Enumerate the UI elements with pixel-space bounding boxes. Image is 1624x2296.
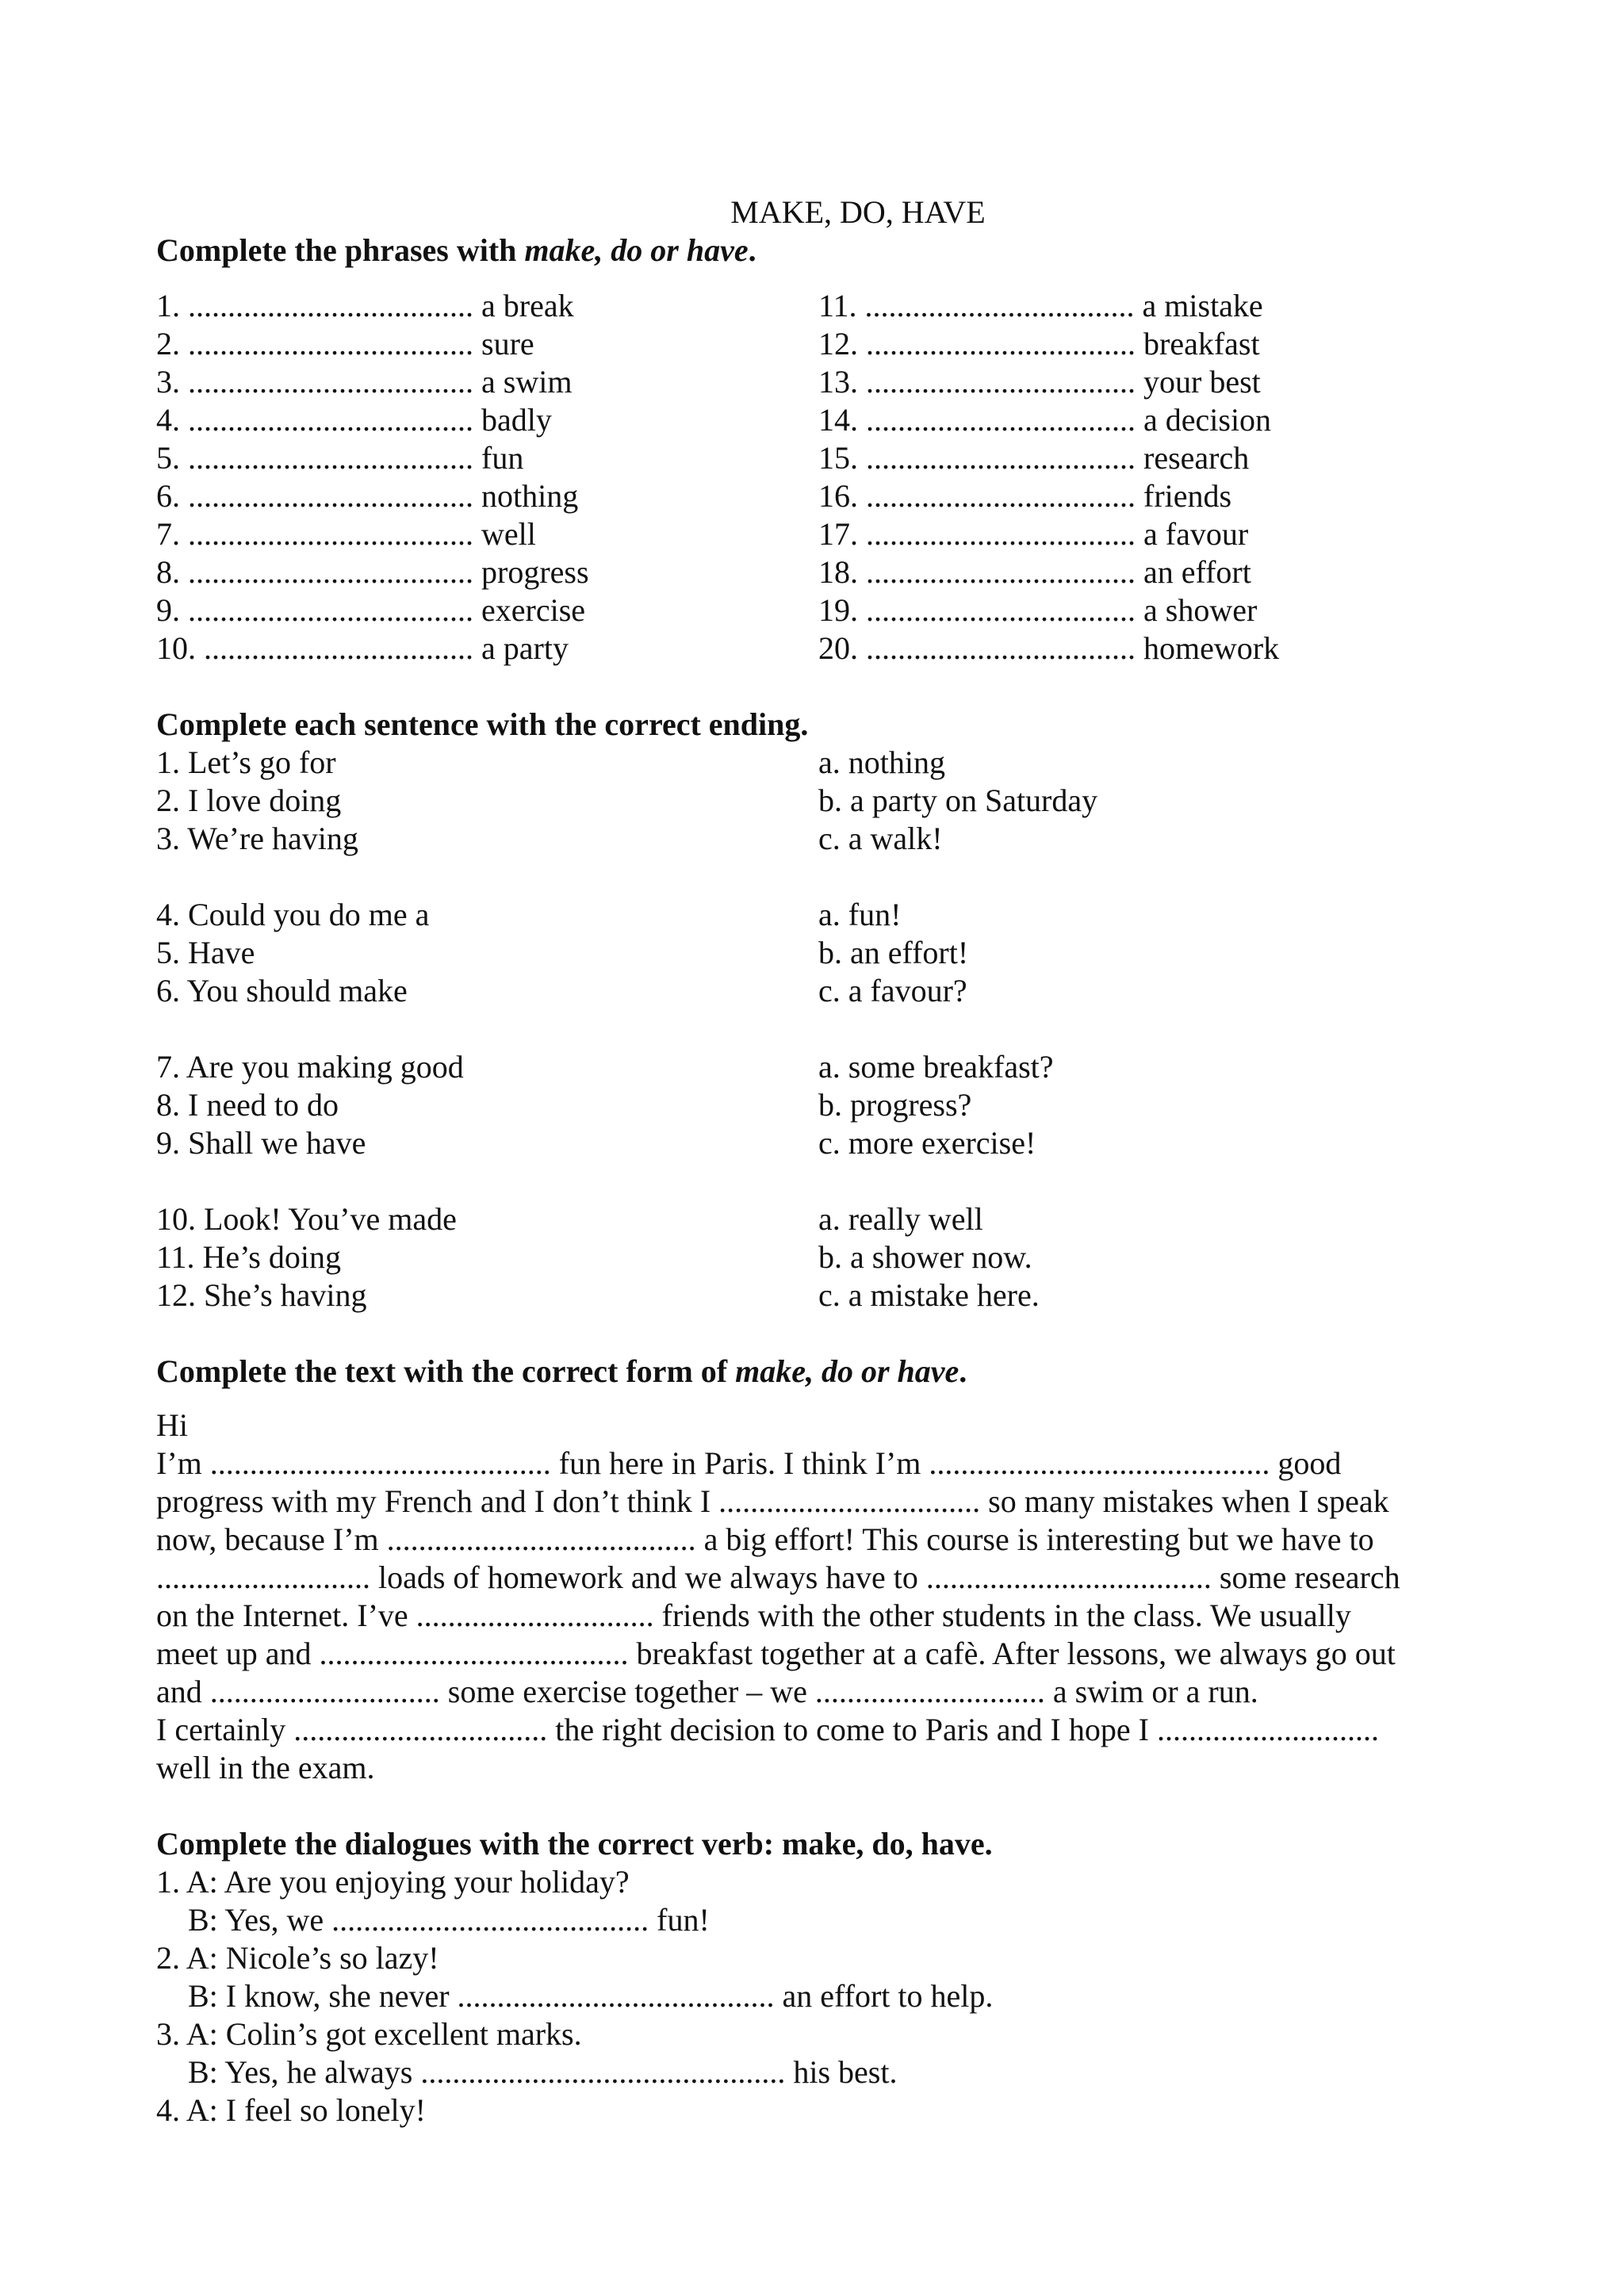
sentence-start: 11. He’s doing	[156, 1239, 341, 1275]
sentence-start: 6. You should make	[156, 973, 408, 1008]
sentence-ending: c. a mistake here.	[818, 1277, 1040, 1313]
sentence-ending: c. a walk!	[818, 821, 943, 856]
sentence-ending: c. more exercise!	[818, 1125, 1036, 1161]
sentence-ending: b. an effort!	[818, 935, 969, 970]
phrase-item: 7. .................................... well	[156, 516, 536, 552]
sentence-ending: b. progress?	[818, 1087, 972, 1123]
phrase-item: 20. .................................. homework	[818, 630, 1280, 666]
phrase-item: 4. .................................... badly	[156, 402, 552, 438]
text-line: ........................... loads of homework and we always have to .................................... some research	[156, 1559, 1400, 1595]
dialogue-line: B: Yes, we ........................................ fun!	[188, 1902, 710, 1938]
page-title: MAKE, DO, HAVE	[730, 194, 986, 230]
phrase-item: 19. .................................. a shower	[818, 592, 1258, 628]
matching-group	[156, 1048, 1488, 1162]
phrases-right-column	[818, 287, 1488, 668]
section3-heading	[156, 1353, 1488, 1391]
sentence-start: 3. We’re having	[156, 821, 358, 856]
gap-fill-text	[156, 1406, 1488, 1787]
phrase-item: 12. .................................. breakfast	[818, 326, 1260, 362]
sentence-start: 1. Let’s go for	[156, 744, 336, 780]
phrase-item: 9. .................................... exercise	[156, 592, 586, 628]
section1-heading-emphasis: make, do or have	[524, 232, 749, 268]
dialogue-line: 2. A: Nicole’s so lazy!	[156, 1940, 439, 1976]
phrase-item: 8. .................................... progress	[156, 554, 589, 590]
dialogue-line: B: I know, she never ........................................ an effort to help.	[188, 1978, 994, 2014]
text-line: Hi	[156, 1407, 188, 1443]
matching-group	[156, 896, 1488, 1010]
phrase-item: 16. .................................. friends	[818, 478, 1232, 514]
dialogue-line: 4. A: I feel so lonely!	[156, 2092, 426, 2128]
sentence-start: 4. Could you do me a	[156, 897, 430, 932]
phrase-item: 14. .................................. a decision	[818, 402, 1272, 438]
phrase-item: 18. .................................. an effort	[818, 554, 1251, 590]
dialogue-line: B: Yes, he always .............................................. his best.	[188, 2054, 898, 2090]
phrase-item: 17. .................................. a favour	[818, 516, 1249, 552]
sentence-start: 5. Have	[156, 935, 255, 970]
text-line: meet up and ....................................... breakfast together at a cafè. After lessons, we always go out	[156, 1636, 1396, 1671]
phrase-item: 10. .................................. a party	[156, 630, 569, 666]
phrase-item: 13. .................................. your best	[818, 364, 1261, 400]
sentence-start: 12. She’s having	[156, 1277, 367, 1313]
phrase-item: 2. .................................... sure	[156, 326, 534, 362]
sentence-start: 10. Look! You’ve made	[156, 1201, 457, 1237]
worksheet-page	[156, 193, 1488, 2130]
text-line: progress with my French and I don’t think I ................................. so many mistakes when I speak	[156, 1483, 1389, 1519]
text-line: now, because I’m ....................................... a big effort! This course is interesting but we have to	[156, 1521, 1374, 1557]
text-line: I certainly ................................ the right decision to come to Paris and I hope I ............................	[156, 1712, 1379, 1747]
text-line: I’m ........................................... fun here in Paris. I think I’m ........................................... good	[156, 1445, 1342, 1481]
sentence-ending: a. fun!	[818, 897, 902, 932]
phrase-item: 6. .................................... nothing	[156, 478, 579, 514]
phrases-list	[156, 287, 1488, 668]
sentence-start: 2. I love doing	[156, 783, 342, 818]
text-line: well in the exam.	[156, 1750, 375, 1785]
sentence-ending: a. really well	[818, 1201, 983, 1237]
section3-heading-emphasis: make, do or have	[735, 1353, 959, 1389]
text-line: on the Internet. I’ve .............................. friends with the other students in the class. We usually	[156, 1598, 1351, 1633]
section4-heading: Complete the dialogues with the correct verb: make, do, have.	[156, 1826, 993, 1862]
section1-heading-suffix: .	[748, 232, 756, 268]
section1-heading-prefix: Complete the phrases with	[156, 232, 525, 268]
matching-group	[156, 1200, 1488, 1314]
phrase-item: 15. .................................. research	[818, 440, 1250, 476]
sentence-ending: c. a favour?	[818, 973, 967, 1008]
phrase-item: 1. .................................... a break	[156, 288, 574, 323]
text-line: and ............................. some exercise together – we ............................. a swim or a run.	[156, 1674, 1258, 1709]
sentence-start: 7. Are you making good	[156, 1049, 464, 1085]
section3-heading-prefix: Complete the text with the correct form of	[156, 1353, 736, 1389]
phrases-left-column	[156, 287, 818, 668]
section2-heading: Complete each sentence with the correct ending.	[156, 706, 809, 742]
sentence-ending: a. some breakfast?	[818, 1049, 1054, 1085]
phrase-item: 5. .................................... fun	[156, 440, 524, 476]
sentence-ending: b. a shower now.	[818, 1239, 1032, 1275]
sentence-start: 9. Shall we have	[156, 1125, 366, 1161]
phrase-item: 11. .................................. a mistake	[818, 288, 1263, 323]
sentence-ending: a. nothing	[818, 744, 945, 780]
phrase-item: 3. .................................... a swim	[156, 364, 573, 400]
sentence-start: 8. I need to do	[156, 1087, 339, 1123]
section3-heading-suffix: .	[959, 1353, 967, 1389]
dialogue-line: 1. A: Are you enjoying your holiday?	[156, 1864, 630, 1900]
section1-heading	[156, 232, 1488, 270]
dialogues-list	[156, 1863, 1488, 2130]
sentence-ending: b. a party on Saturday	[818, 783, 1098, 818]
dialogue-line: 3. A: Colin’s got excellent marks.	[156, 2016, 582, 2052]
matching-group	[156, 744, 1488, 858]
